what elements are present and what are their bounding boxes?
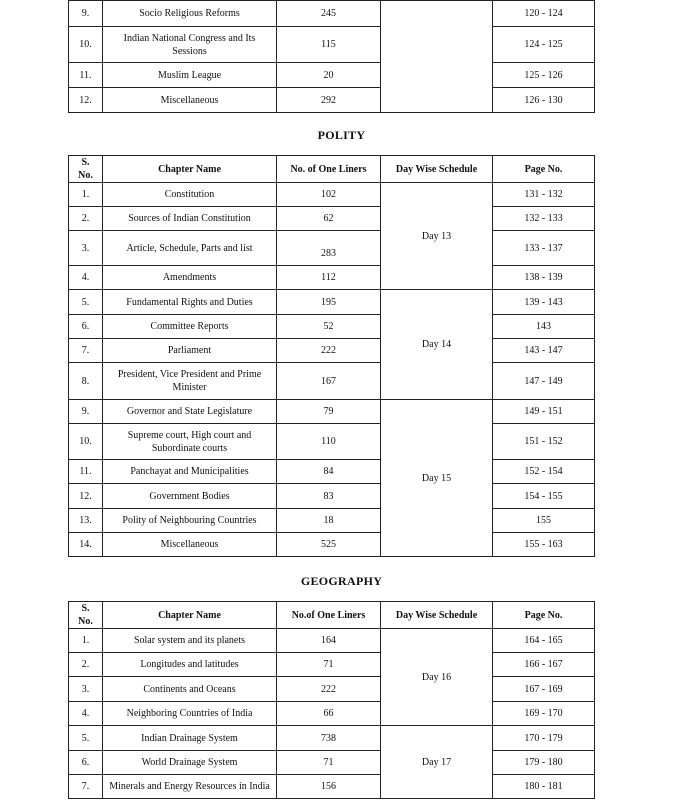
page-cell: 143 - 147: [493, 339, 595, 363]
page-cell: 180 - 181: [493, 775, 595, 799]
sno-cell: 5.: [69, 726, 103, 751]
liners-cell: 195: [277, 290, 381, 315]
table-row: [69, 88, 595, 113]
chapter-cell: Parliament: [103, 339, 277, 363]
sno-cell: 13.: [69, 509, 103, 533]
table-row: [69, 400, 595, 424]
chapter-cell: Governor and State Legislature: [103, 400, 277, 424]
liners-cell: 164: [277, 629, 381, 653]
sno-cell: 7.: [69, 339, 103, 363]
schedule-cell: Day 16: [381, 629, 493, 726]
section-title-polity: POLITY: [317, 128, 366, 142]
liners-cell: 222: [277, 677, 381, 702]
header-sno: S. No.: [69, 156, 103, 183]
sno-cell: 4.: [69, 266, 103, 290]
table-row: [69, 424, 595, 460]
header-liners: No. of One Liners: [277, 156, 381, 183]
page-cell: 132 - 133: [493, 207, 595, 231]
page-cell: 124 - 125: [493, 27, 595, 63]
page-cell: 138 - 139: [493, 266, 595, 290]
chapter-cell: Neighboring Countries of India: [103, 702, 277, 726]
chapter-cell: President, Vice President and Prime Minister: [103, 363, 277, 400]
polity-table: [68, 155, 595, 557]
page-cell: 164 - 165: [493, 629, 595, 653]
table-row: [69, 775, 595, 799]
table-row: [69, 629, 595, 653]
schedule-cell: Day 13: [381, 183, 493, 290]
chapter-cell: Government Bodies: [103, 484, 277, 509]
chapter-cell: Sources of Indian Constitution: [103, 207, 277, 231]
liners-cell: 292: [277, 88, 381, 113]
table-row: [69, 751, 595, 775]
chapter-cell: Amendments: [103, 266, 277, 290]
sno-cell: 8.: [69, 363, 103, 400]
table-row: [69, 1, 595, 27]
table-row: [69, 677, 595, 702]
liners-cell: 110: [277, 424, 381, 460]
sno-cell: 11.: [69, 63, 103, 88]
sno-cell: 9.: [69, 1, 103, 27]
table-row: [69, 460, 595, 484]
chapter-cell: Miscellaneous: [103, 533, 277, 557]
table-row: [69, 533, 595, 557]
sno-cell: 11.: [69, 460, 103, 484]
table-row: [69, 183, 595, 207]
page-cell: 154 - 155: [493, 484, 595, 509]
liners-cell: 222: [277, 339, 381, 363]
sno-cell: 3.: [69, 231, 103, 266]
sno-cell: 2.: [69, 653, 103, 677]
page-cell: 120 - 124: [493, 1, 595, 27]
chapter-cell: Supreme court, High court and Subordinate courts: [103, 424, 277, 460]
liners-cell: 79: [277, 400, 381, 424]
header-schedule: Day Wise Schedule: [381, 602, 493, 629]
sno-cell: 14.: [69, 533, 103, 557]
chapter-cell: Fundamental Rights and Duties: [103, 290, 277, 315]
page-cell: 152 - 154: [493, 460, 595, 484]
chapter-cell: Socio Religious Reforms: [103, 1, 277, 27]
liners-cell: 71: [277, 653, 381, 677]
table-row: [69, 27, 595, 63]
sno-cell: 3.: [69, 677, 103, 702]
table-row: [69, 315, 595, 339]
liners-cell: 83: [277, 484, 381, 509]
sno-cell: 6.: [69, 315, 103, 339]
sno-cell: 1.: [69, 183, 103, 207]
page-cell: 155 - 163: [493, 533, 595, 557]
liners-cell: 156: [277, 775, 381, 799]
table-row: [69, 653, 595, 677]
liners-cell: 66: [277, 702, 381, 726]
sno-cell: 12.: [69, 88, 103, 113]
sno-cell: 10.: [69, 424, 103, 460]
page-cell: 131 - 132: [493, 183, 595, 207]
chapter-cell: Indian Drainage System: [103, 726, 277, 751]
chapter-cell: Panchayat and Municipalities: [103, 460, 277, 484]
liners-cell: 18: [277, 509, 381, 533]
chapter-cell: Committee Reports: [103, 315, 277, 339]
schedule-cell: [381, 1, 493, 113]
schedule-cell: Day 14: [381, 290, 493, 400]
page-cell: 151 - 152: [493, 424, 595, 460]
page-cell: 125 - 126: [493, 63, 595, 88]
table-row: [69, 266, 595, 290]
page-cell: 126 - 130: [493, 88, 595, 113]
page-cell: 170 - 179: [493, 726, 595, 751]
liners-cell: 84: [277, 460, 381, 484]
table-row: [69, 509, 595, 533]
header-schedule: Day Wise Schedule: [381, 156, 493, 183]
table-row: [69, 484, 595, 509]
header-page: Page No.: [493, 602, 595, 629]
page-cell: 169 - 170: [493, 702, 595, 726]
page-cell: 133 - 137: [493, 231, 595, 266]
geography-table: [68, 601, 595, 799]
section-title-geography: GEOGRAPHY: [300, 574, 383, 588]
chapter-cell: Muslim League: [103, 63, 277, 88]
sno-cell: 6.: [69, 751, 103, 775]
page-cell: 166 - 167: [493, 653, 595, 677]
page-cell: 147 - 149: [493, 363, 595, 400]
sno-cell: 7.: [69, 775, 103, 799]
chapter-cell: Longitudes and latitudes: [103, 653, 277, 677]
continued-chapter-table: [68, 0, 595, 113]
chapter-cell: World Drainage System: [103, 751, 277, 775]
header-page: Page No.: [493, 156, 595, 183]
header-chapter: Chapter Name: [103, 602, 277, 629]
table-row: [69, 339, 595, 363]
liners-cell: 102: [277, 183, 381, 207]
liners-cell: 52: [277, 315, 381, 339]
liners-cell: 283: [277, 231, 381, 266]
liners-cell: 738: [277, 726, 381, 751]
table-row: [69, 231, 595, 266]
liners-cell: 112: [277, 266, 381, 290]
chapter-cell: Constitution: [103, 183, 277, 207]
chapter-cell: Continents and Oceans: [103, 677, 277, 702]
page-cell: 155: [493, 509, 595, 533]
liners-cell: 71: [277, 751, 381, 775]
sno-cell: 9.: [69, 400, 103, 424]
table-row: [69, 702, 595, 726]
sno-cell: 4.: [69, 702, 103, 726]
table-row: [69, 207, 595, 231]
header-row: [69, 602, 595, 629]
header-chapter: Chapter Name: [103, 156, 277, 183]
table-row: [69, 726, 595, 751]
schedule-cell: Day 15: [381, 400, 493, 557]
page-cell: 149 - 151: [493, 400, 595, 424]
page-cell: 167 - 169: [493, 677, 595, 702]
liners-cell: 62: [277, 207, 381, 231]
liners-cell: 20: [277, 63, 381, 88]
page-cell: 179 - 180: [493, 751, 595, 775]
chapter-cell: Solar system and its planets: [103, 629, 277, 653]
chapter-cell: Polity of Neighbouring Countries: [103, 509, 277, 533]
sno-cell: 10.: [69, 27, 103, 63]
page-cell: 143: [493, 315, 595, 339]
table-row: [69, 363, 595, 400]
schedule-cell: Day 17: [381, 726, 493, 799]
chapter-cell: Miscellaneous: [103, 88, 277, 113]
page-cell: 139 - 143: [493, 290, 595, 315]
sno-cell: 2.: [69, 207, 103, 231]
liners-cell: 167: [277, 363, 381, 400]
chapter-cell: Article, Schedule, Parts and list: [103, 231, 277, 266]
table-row: [69, 290, 595, 315]
sno-cell: 5.: [69, 290, 103, 315]
header-sno: S. No.: [69, 602, 103, 629]
liners-cell: 525: [277, 533, 381, 557]
sno-cell: 12.: [69, 484, 103, 509]
chapter-cell: Minerals and Energy Resources in India: [103, 775, 277, 799]
liners-cell: 245: [277, 1, 381, 27]
table-row: [69, 63, 595, 88]
sno-cell: 1.: [69, 629, 103, 653]
header-row: [69, 156, 595, 183]
liners-cell: 115: [277, 27, 381, 63]
chapter-cell: Indian National Congress and Its Sessions: [103, 27, 277, 63]
header-liners: No.of One Liners: [277, 602, 381, 629]
